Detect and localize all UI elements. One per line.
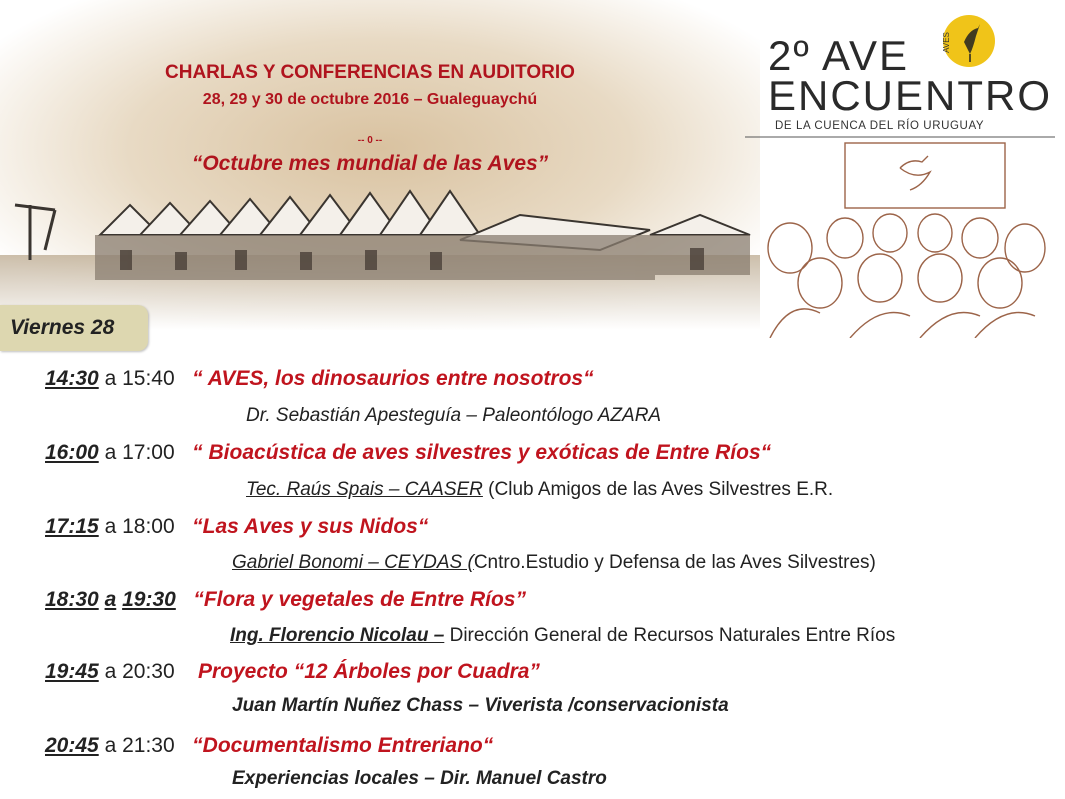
schedule-row <box>45 660 1055 684</box>
end-time: 15:40 <box>122 367 175 390</box>
time-connector: a <box>104 367 117 390</box>
speaker-line <box>232 768 607 790</box>
start-time: 18:30 <box>45 588 99 611</box>
start-time: 17:15 <box>45 515 99 538</box>
time-connector: a <box>104 515 117 538</box>
speaker-affiliation: Dirección General de Recursos Naturales Entre Ríos <box>444 625 896 646</box>
time-connector: a <box>104 441 117 464</box>
time-connector: a <box>104 734 117 757</box>
speaker-line <box>232 695 729 717</box>
end-time: 21:30 <box>122 734 175 757</box>
logo-line-2: ENCUENTRO <box>768 72 1053 119</box>
logo-subtitle: DE LA CUENCA DEL RÍO URUGUAY <box>775 120 985 132</box>
schedule-row <box>45 367 1055 391</box>
talk-title: “Documentalismo Entreriano“ <box>192 734 494 757</box>
talk-title: “Las Aves y sus Nidos“ <box>192 515 429 538</box>
schedule-row <box>45 734 1055 758</box>
speaker: Ing. Florencio Nicolau – <box>230 625 445 646</box>
day-label: Viernes 28 <box>10 316 115 339</box>
time-connector: a <box>104 588 117 611</box>
speaker-line <box>246 405 661 427</box>
talk-title: “Flora y vegetales de Entre Ríos” <box>193 588 526 611</box>
schedule-row <box>45 588 1055 612</box>
schedule-row <box>45 441 1055 465</box>
speaker: Experiencias locales – Dir. Manuel Castro <box>232 768 607 789</box>
start-time: 19:45 <box>45 660 99 683</box>
day-tab <box>0 305 148 351</box>
speaker-line <box>230 625 895 647</box>
speaker: Dr. Sebastián Apesteguía – Paleontólogo AZARA <box>246 405 662 426</box>
talk-title: “ AVES, los dinosaurios entre nosotros“ <box>192 367 594 390</box>
start-time: 16:00 <box>45 441 99 464</box>
speaker-affiliation: (Club Amigos de las Aves Silvestres E.R. <box>482 479 834 500</box>
start-time: 20:45 <box>45 734 99 757</box>
end-time: 17:00 <box>122 441 175 464</box>
talk-title: Proyecto “12 Árboles por Cuadra” <box>198 660 540 683</box>
end-time: 19:30 <box>122 588 176 611</box>
talk-title: “ Bioacústica de aves silvestres y exóticas de Entre Ríos“ <box>192 441 772 464</box>
speaker: Juan Martín Nuñez Chass – Viverista /conservacionista <box>232 695 729 716</box>
end-time: 20:30 <box>122 660 175 683</box>
speaker-line <box>246 479 833 501</box>
speaker-affiliation: Cntro.Estudio y Defensa de las Aves Silvestres) <box>473 552 876 573</box>
logo-badge-text: AVES <box>941 32 951 53</box>
logo-line-1: 2º AVE <box>768 32 909 79</box>
audience-sketch-image <box>750 138 1050 338</box>
speaker: Tec. Raús Spais – CAASER <box>246 479 483 500</box>
end-time: 18:00 <box>122 515 175 538</box>
time-connector: a <box>104 660 117 683</box>
speaker: Gabriel Bonomi – CEYDAS ( <box>232 552 474 573</box>
speaker-line <box>232 552 876 574</box>
event-title: CHARLAS Y CONFERENCIAS EN AUDITORIO <box>165 62 575 83</box>
schedule-row <box>45 515 1055 539</box>
start-time: 14:30 <box>45 367 99 390</box>
event-motto: “Octubre mes mundial de las Aves” <box>191 152 549 175</box>
header-separator: -- 0 -- <box>357 135 383 146</box>
event-dates: 28, 29 y 30 de octubre 2016 – Gualeguaychú <box>202 91 538 108</box>
